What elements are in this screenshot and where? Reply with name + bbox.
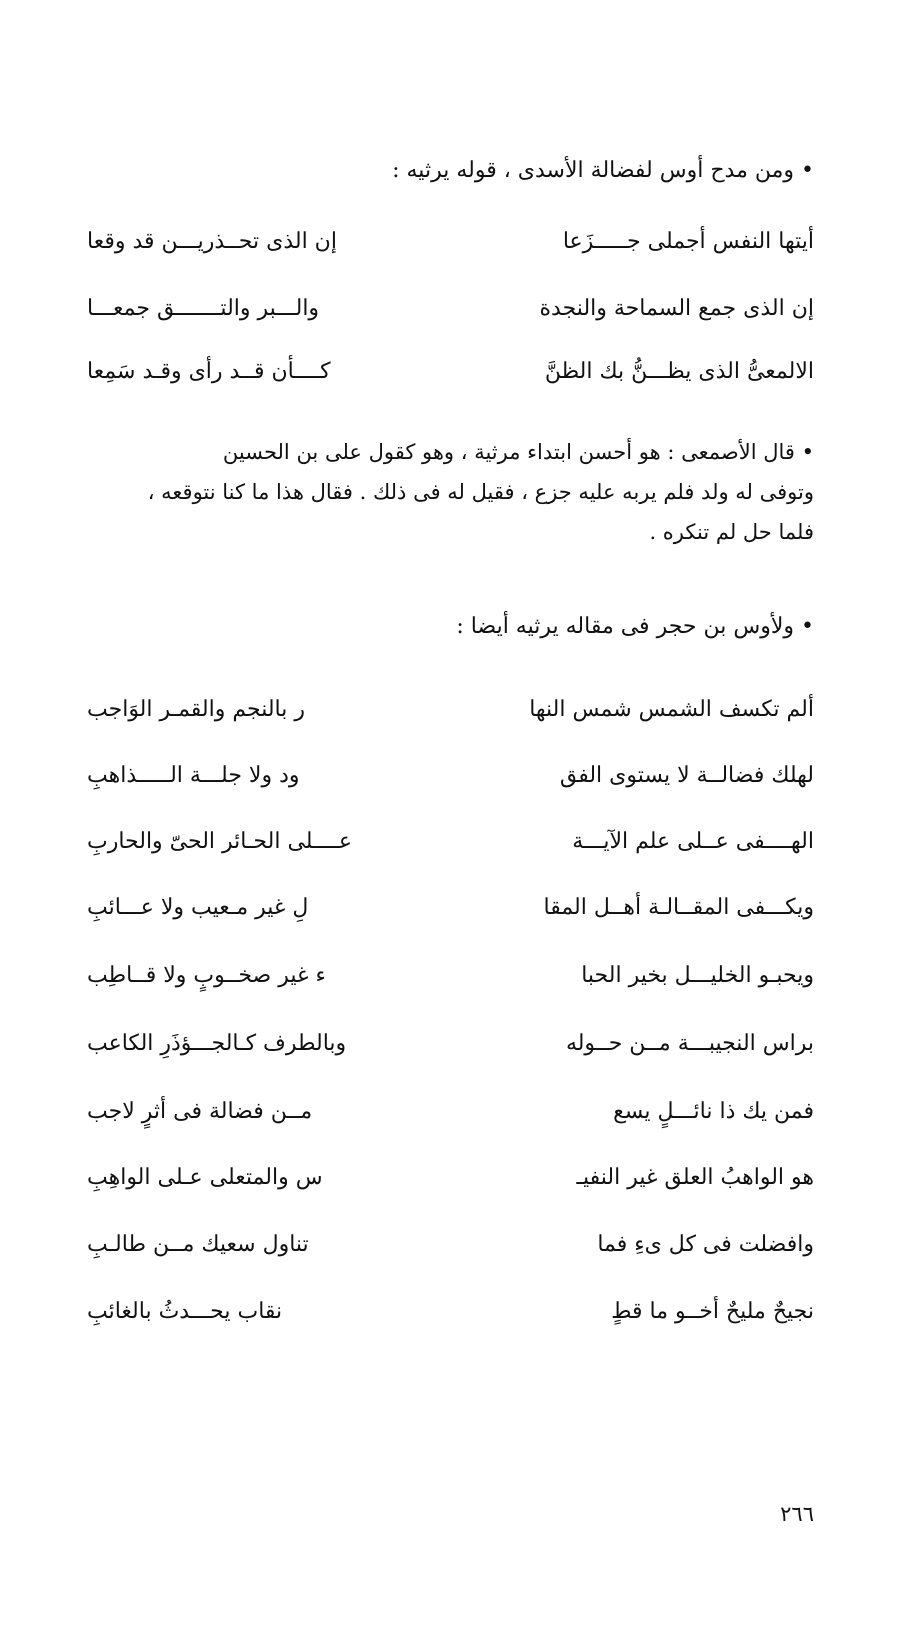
verse-line — [87, 956, 814, 996]
verse-second-hemistich: إن الذى تحــذريـــن قد وقعا — [87, 229, 337, 254]
verse-first-hemistich: إن الذى جمع السماحة والنجدة — [539, 296, 814, 321]
verse-first-hemistich: نجيحٌ مليحٌ أخــو ما قطٍ — [611, 1299, 814, 1324]
verse-first-hemistich: أيتها النفس أجملى جـــــزَعا — [562, 229, 814, 254]
verse-line — [87, 888, 814, 928]
page-number: ٢٦٦ — [780, 1502, 814, 1526]
verse-first-hemistich: هو الواهبُ العلق غير النفيـ — [576, 1165, 814, 1190]
verse-line — [87, 222, 814, 262]
verse-second-hemistich: مــن فضالة فى أثرٍ لاجب — [87, 1099, 313, 1124]
verse-second-hemistich: ود ولا جلـــة الـــــذاهبِ — [87, 763, 300, 788]
verse-second-hemistich: تناول سعيك مــن طالـبِ — [87, 1232, 309, 1257]
verse-line — [87, 1158, 814, 1198]
verse-line — [87, 1225, 814, 1265]
verse-second-hemistich: والـــبر والتـــــــق جمعـــا — [87, 296, 320, 321]
verse-line — [87, 1024, 814, 1064]
commentary-paragraph — [79, 432, 814, 552]
verse-line — [87, 289, 814, 329]
paragraph-line: • قال الأصمعى : هو أحسن ابتداء مرثية ، وهو كقول على بن الحسين — [222, 440, 814, 464]
verse-first-hemistich: الهــــفى عــلى علم الآيـــة — [572, 829, 814, 854]
verse-line — [87, 352, 814, 392]
verse-second-hemistich: نقاب يحـــدثُ بالغائبِ — [87, 1299, 283, 1324]
verse-line — [87, 1092, 814, 1132]
verse-line — [87, 822, 814, 862]
verse-second-hemistich: ر بالنجم والقمـر الوَاجب — [87, 697, 305, 722]
verse-first-hemistich: ويحبـو الخليـــل بخير الحبا — [581, 963, 814, 988]
paragraph-line: وتوفى له ولد فلم يربه عليه جزع ، فقيل له فى ذلك . فقال هذا ما كنا نتوقعه ، — [147, 480, 814, 504]
paragraph-line: فلما حل لم تنكره . — [649, 520, 814, 544]
verse-second-hemistich: عــــلى الحـائر الحىّ والحاربِ — [87, 829, 352, 854]
verse-second-hemistich: ء غير صخــوبٍ ولا قــاطِب — [87, 963, 326, 988]
verse-line — [87, 756, 814, 796]
verse-first-hemistich: ألم تكسف الشمس شمس النها — [529, 697, 814, 722]
intro-line: • ومن مدح أوس لفضالة الأسدى ، قوله يرثيه : — [392, 158, 814, 183]
intro-line: • ولأوس بن حجر فى مقاله يرثيه أيضا : — [456, 614, 814, 639]
verse-first-hemistich: ويكـــفى المقــالـة أهــل المقا — [543, 895, 814, 920]
verse-second-hemistich: س والمتعلى عـلى الواهِبِ — [87, 1165, 323, 1190]
verse-first-hemistich: وافضلت فى كل ىءِ فما — [597, 1232, 814, 1257]
verse-first-hemistich: فمن يك ذا نائـــلٍ يسع — [613, 1099, 814, 1124]
verse-line — [87, 1292, 814, 1332]
verse-first-hemistich: الالمعىُّ الذى يظـــنُّ بك الظنَّ — [544, 359, 814, 384]
verse-line — [87, 690, 814, 730]
verse-first-hemistich: لهلك فضالــة لا يستوى الفق — [559, 763, 814, 788]
verse-second-hemistich: لِ غير مـعيب ولا عـــائبِ — [87, 895, 309, 920]
verse-first-hemistich: براس النجيبـــة مــن حــوله — [565, 1031, 814, 1056]
verse-second-hemistich: وبالطرف كـالجـــؤذَرِ الكاعب — [87, 1031, 347, 1056]
verse-second-hemistich: كــــأن قــد رأى وقـد سَمِعا — [87, 359, 331, 384]
